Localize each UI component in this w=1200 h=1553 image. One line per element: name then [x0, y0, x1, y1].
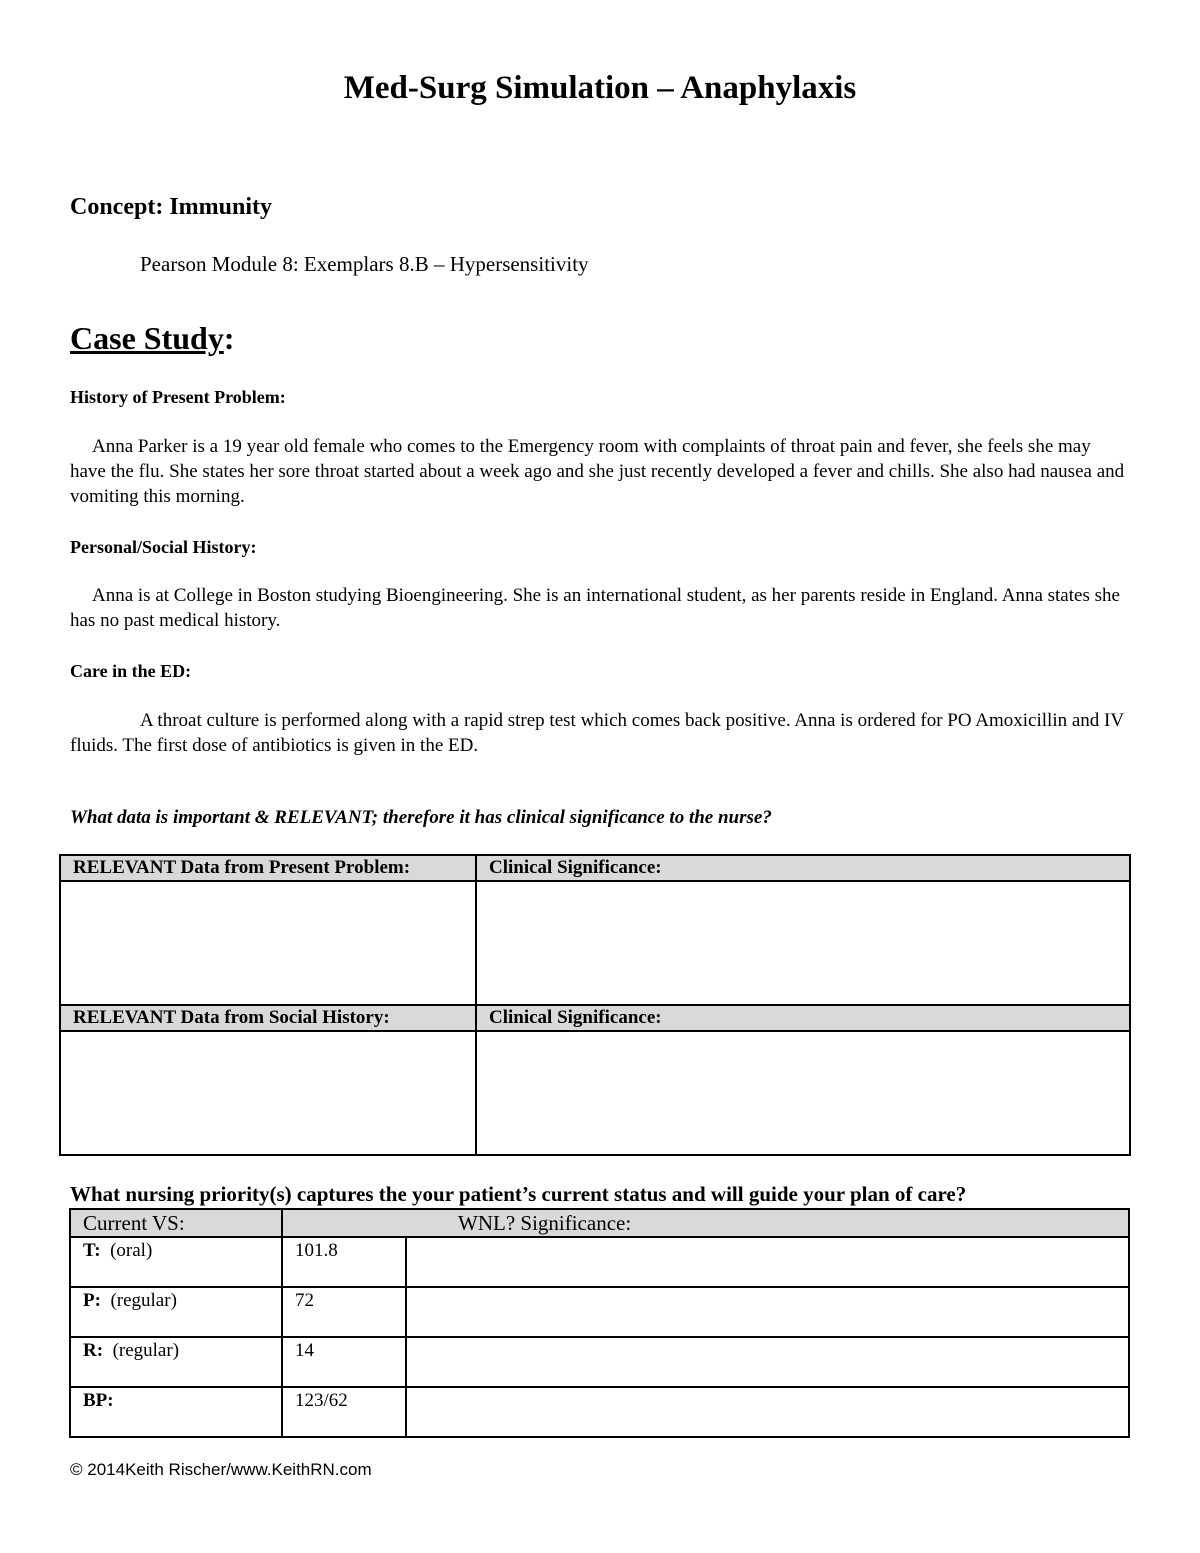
social-heading: Personal/Social History: [70, 537, 257, 557]
clinical-significance-cell-1[interactable] [476, 881, 1130, 1005]
vs-significance-cell[interactable] [406, 1237, 1129, 1287]
vs-label: P: [83, 1290, 101, 1311]
ed-heading: Care in the ED: [70, 661, 192, 681]
vs-label-cell [70, 1337, 282, 1387]
present-problem-header: RELEVANT Data from Present Problem: [60, 855, 476, 881]
module-reference: Pearson Module 8: Exemplars 8.B – Hypersensitivity [140, 252, 589, 276]
page-title: Med-Surg Simulation – Anaphylaxis [343, 70, 857, 106]
case-study-heading [70, 320, 234, 357]
present-problem-cell[interactable] [60, 881, 476, 1005]
vs-label: T: [83, 1240, 101, 1261]
current-vs-header: Current VS: [70, 1209, 282, 1237]
vs-value: 14 [282, 1337, 406, 1387]
clinical-significance-header-2: Clinical Significance: [476, 1005, 1130, 1031]
clinical-significance-cell-2[interactable] [476, 1031, 1130, 1155]
vs-label: BP: [83, 1390, 114, 1411]
vs-label-cell [70, 1237, 282, 1287]
history-heading: History of Present Problem: [70, 387, 286, 407]
table-row [70, 1387, 1129, 1437]
relevant-data-table [59, 854, 1131, 1156]
relevance-question: What data is important & RELEVANT; therefore it has clinical significance to the nurse? [70, 807, 772, 828]
vs-value: 72 [282, 1287, 406, 1337]
vs-significance-cell[interactable] [406, 1287, 1129, 1337]
history-text: Anna Parker is a 19 year old female who comes to the Emergency room with complaints of throat pain and fever, she feels she may have the flu. She states her sore throat started about a week ago and she just recently developed a fever and chills. She also had nausea and vomiting this morning. [70, 436, 1125, 507]
case-study-label: Case Study [70, 320, 224, 356]
vs-label-cell [70, 1287, 282, 1337]
table-row [70, 1237, 1129, 1287]
wnl-significance-header: WNL? Significance: [282, 1209, 1129, 1237]
social-history-header: RELEVANT Data from Social History: [60, 1005, 476, 1031]
concept-heading: Concept: Immunity [70, 194, 272, 220]
vs-value: 123/62 [282, 1387, 406, 1437]
social-text: Anna is at College in Boston studying Bioengineering. She is an international student, as her parents reside in England. Anna states she has no past medical history. [70, 585, 1120, 631]
clinical-significance-header-1: Clinical Significance: [476, 855, 1130, 881]
vs-significance-cell[interactable] [406, 1337, 1129, 1387]
vs-qualifier: (regular) [110, 1290, 177, 1311]
table-row [70, 1287, 1129, 1337]
vs-value: 101.8 [282, 1237, 406, 1287]
vs-qualifier: (oral) [110, 1240, 153, 1261]
table-row [70, 1337, 1129, 1387]
ed-text: A throat culture is performed along with a rapid strep test which comes back positive. Anna is ordered for PO Amoxicillin and IV fluids. The first dose of antibiotics is given in the ED. [70, 710, 1124, 756]
vs-qualifier: (regular) [112, 1340, 180, 1361]
vs-label-cell [70, 1387, 282, 1437]
priority-question: What nursing priority(s) captures the your patient’s current status and will guide your plan of care? [70, 1182, 967, 1206]
copyright-footer: © 2014Keith Rischer/www.KeithRN.com [70, 1460, 372, 1479]
vs-label: R: [83, 1340, 104, 1361]
social-history-cell[interactable] [60, 1031, 476, 1155]
case-study-colon: : [223, 320, 235, 356]
vs-significance-cell[interactable] [406, 1387, 1129, 1437]
vital-signs-table [69, 1208, 1130, 1438]
